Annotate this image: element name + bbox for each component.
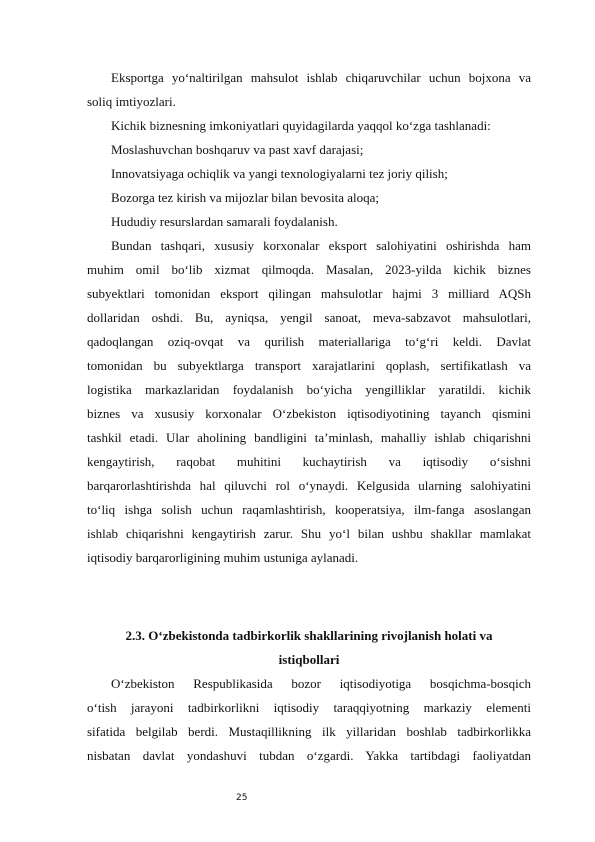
text-line: Eksportga yo‘naltirilgan mahsulot ishlab chiqaruvchilar uchun bojxona va	[111, 70, 531, 85]
heading-line: istiqbollari	[278, 652, 340, 667]
text-line: O‘zbekiston Respublikasida bozor iqtisodiyotiga bosqichma-bosqich	[111, 676, 531, 691]
text-line: barqarorlashtirishda hal qiluvchi rol o‘ynaydi. Kelgusida ularning salohiyatini	[87, 478, 531, 493]
text-line: biznes va xususiy korxonalar O‘zbekiston iqtisodiyotining tayanch qismini	[87, 406, 531, 421]
body-text	[87, 66, 531, 570]
list-item: Innovatsiyaga ochiqlik va yangi texnologiyalarni tez joriy qilish;	[111, 166, 448, 181]
text-line: to‘liq ishga solish uchun raqamlashtirish, kooperatsiya, ilm-fanga asoslangan	[87, 502, 531, 517]
text-line: dollaridan oshdi. Bu, ayniqsa, yengil sanoat, meva-sabzavot mahsulotlari,	[87, 310, 531, 325]
list-item: Moslashuvchan boshqaruv va past xavf darajasi;	[111, 142, 364, 157]
text-line: qadoqlangan oziq-ovqat va qurilish materiallariga to‘g‘ri keldi. Davlat	[87, 334, 531, 349]
text-line: Bundan tashqari, xususiy korxonalar eksport salohiyatini oshirishda ham	[111, 238, 531, 253]
text-line: muhim omil bo‘lib xizmat qilmoqda. Masalan, 2023-yilda kichik biznes	[87, 262, 531, 277]
text-line: iqtisodiy barqarorligining muhim ustuniga aylanadi.	[87, 550, 359, 565]
text-line: o‘tish jarayoni tadbirkorlikni iqtisodiy taraqqiyotning markaziy elementi	[87, 700, 531, 715]
section-heading	[87, 624, 531, 672]
page-number: 25	[236, 793, 248, 803]
text-line: soliq imtiyozlari.	[87, 94, 176, 109]
list-item: Hududiy resurslardan samarali foydalanish.	[111, 214, 338, 229]
text-line: sifatida belgilab berdi. Mustaqillikning ilk yillaridan boshlab tadbirkorlikka	[87, 724, 531, 739]
text-line: Kichik biznesning imkoniyatlari quyidagilarda yaqqol ko‘zga tashlanadi:	[111, 118, 491, 133]
text-line: logistika markazlaridan foydalanish bo‘yicha yengilliklar yaratildi. kichik	[87, 382, 531, 397]
text-line: subyektlari tomonidan eksport qilingan mahsulotlar hajmi 3 milliard AQSh	[87, 286, 531, 301]
text-line: tomonidan bu subyektlarga transport xarajatlarini qoplash, sertifikatlash va	[87, 358, 531, 373]
text-line: tashkil etadi. Ular aholining bandligini ta’minlash, mahalliy ishlab chiqarishni	[87, 430, 531, 445]
text-line: ishlab chiqarishni kengaytirish zarur. Shu yo‘l bilan ushbu shakllar mamlakat	[87, 526, 531, 541]
section-body-text	[87, 672, 531, 768]
text-line: kengaytirish, raqobat muhitini kuchaytirish va iqtisodiy o‘sishni	[87, 454, 531, 469]
text-line: nisbatan davlat yondashuvi tubdan o‘zgardi. Yakka tartibdagi faoliyatdan	[87, 748, 531, 763]
heading-line: 2.3. O‘zbekistonda tadbirkorlik shakllarining rivojlanish holati va	[125, 628, 493, 643]
list-item: Bozorga tez kirish va mijozlar bilan bevosita aloqa;	[111, 190, 379, 205]
